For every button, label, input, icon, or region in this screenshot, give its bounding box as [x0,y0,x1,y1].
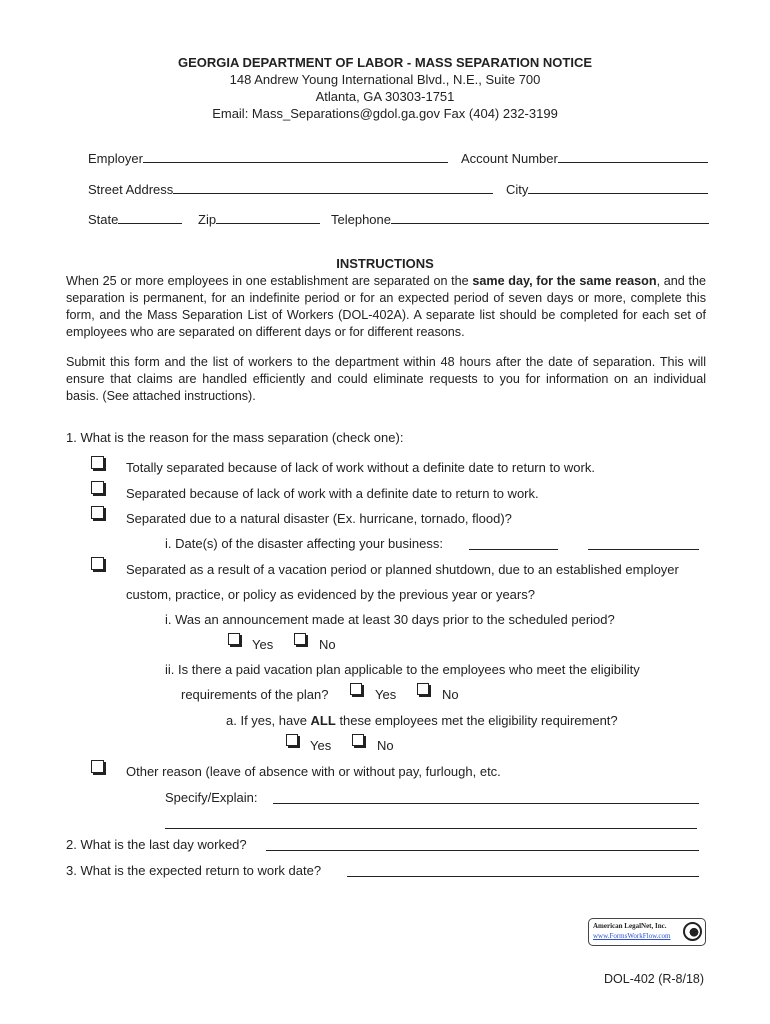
question-3: 3. What is the expected return to work date? [66,863,322,878]
checkbox-announcement-no[interactable] [294,633,306,645]
street-address-line[interactable] [173,181,493,194]
vacation-plan-yes-label: Yes [375,687,397,702]
specify-line-2[interactable] [165,816,697,829]
account-number-field[interactable] [461,150,708,167]
employer-field[interactable] [88,150,448,167]
checkbox-totally-separated[interactable] [91,456,104,469]
address-line-2: Atlanta, GA 30303-1751 [315,89,455,104]
p1-text-bold: same day, for the same reason [472,274,657,288]
account-number-label: Account Number [461,151,558,166]
last-day-line[interactable] [266,838,699,851]
option-natural-disaster: Separated due to a natural disaster (Ex. hurricane, tornado, flood)? [126,511,512,526]
form-number: DOL-402 (R-8/18) [604,972,705,986]
announcement-no-label: No [319,637,336,652]
checkbox-other-reason[interactable] [91,760,104,773]
checkbox-natural-disaster[interactable] [91,506,104,519]
vacation-plan-question-line-2: requirements of the plan? [181,687,329,702]
option-definite-return: Separated because of lack of work with a definite date to return to work. [126,486,539,501]
zip-line[interactable] [216,211,320,224]
city-field[interactable] [506,181,708,198]
eligibility-text-post: these employees met the eligibility requirement? [335,713,618,728]
seal-icon [683,922,702,941]
form-title: GEORGIA DEPARTMENT OF LABOR - MASS SEPARATION NOTICE [177,55,593,70]
option-vacation-shutdown-line-1: Separated as a result of a vacation period or planned shutdown, due to an established employer [126,562,679,577]
street-address-field[interactable] [88,181,493,198]
option-totally-separated: Totally separated because of lack of work without a definite date to return to work. [126,460,595,475]
zip-field[interactable] [198,211,320,228]
eligibility-yes-label: Yes [310,738,332,753]
legalnet-logo [588,918,706,946]
eligibility-question [226,713,618,729]
return-date-line[interactable] [347,864,699,877]
zip-label: Zip [198,212,217,227]
employer-label: Employer [88,151,143,166]
state-field[interactable] [88,211,182,228]
disaster-date-line-2[interactable] [588,537,699,550]
option-vacation-shutdown-line-2: custom, practice, or policy as evidenced by the previous year or years? [126,587,535,602]
question-2: 2. What is the last day worked? [66,837,247,852]
vacation-plan-question-line-1: ii. Is there a paid vacation plan applicable to the employees who meet the eligibility [165,662,640,677]
p1-text-b: , and the separation is permanent, for an indefinite period or for an expected period of seven days or more, complete this form, and the Mass Separation List of Workers (DOL-402A). A separate list should be completed for each set of employees who are separated on different days or for different reasons. [66,274,707,339]
telephone-field[interactable] [331,211,709,228]
vacation-plan-no-label: No [442,687,459,702]
state-line[interactable] [118,211,182,224]
logo-name: American LegalNet, Inc. [593,922,667,930]
specify-line-1[interactable] [273,791,699,804]
employer-line[interactable] [143,150,448,163]
checkbox-definite-return[interactable] [91,481,104,494]
disaster-date-line-1[interactable] [469,537,558,550]
announcement-question: i. Was an announcement made at least 30 days prior to the scheduled period? [165,612,615,627]
checkbox-announcement-yes[interactable] [228,633,240,645]
telephone-line[interactable] [391,211,709,224]
disaster-dates-label: i. Date(s) of the disaster affecting your business: [165,536,443,551]
checkbox-vacation-shutdown[interactable] [91,557,104,570]
checkbox-eligibility-yes[interactable] [286,734,298,746]
logo-url[interactable]: www.FormsWorkFlow.com [593,932,671,940]
address-line-1: 148 Andrew Young International Blvd., N.E., Suite 700 [229,72,541,87]
question-1: 1. What is the reason for the mass separation (check one): [66,430,404,445]
state-label: State [88,212,119,227]
eligibility-no-label: No [377,738,394,753]
street-address-label: Street Address [88,182,174,197]
eligibility-text-bold: ALL [310,713,336,728]
checkbox-vacation-plan-yes[interactable] [350,683,362,695]
specify-label: Specify/Explain: [165,790,258,805]
announcement-yes-label: Yes [252,637,274,652]
instructions-paragraph-1 [66,273,706,341]
instructions-heading: INSTRUCTIONS [336,256,434,271]
account-number-line[interactable] [558,150,708,163]
p1-text-a: When 25 or more employees in one establishment are separated on the [66,274,473,288]
option-other-reason: Other reason (leave of absence with or without pay, furlough, etc. [126,764,501,779]
city-line[interactable] [528,181,708,194]
contact-line: Email: Mass_Separations@gdol.ga.gov Fax (404) 232-3199 [212,106,558,121]
checkbox-vacation-plan-no[interactable] [417,683,429,695]
checkbox-eligibility-no[interactable] [352,734,364,746]
city-label: City [506,182,529,197]
instructions-paragraph-2: Submit this form and the list of workers to the department within 48 hours after the date of separation. This will ensure that claims are handled efficiently and could eliminate requests to you for information on an individual basis. (See attached instructions). [66,355,706,403]
telephone-label: Telephone [331,212,391,227]
eligibility-text-pre: a. If yes, have [226,713,311,728]
